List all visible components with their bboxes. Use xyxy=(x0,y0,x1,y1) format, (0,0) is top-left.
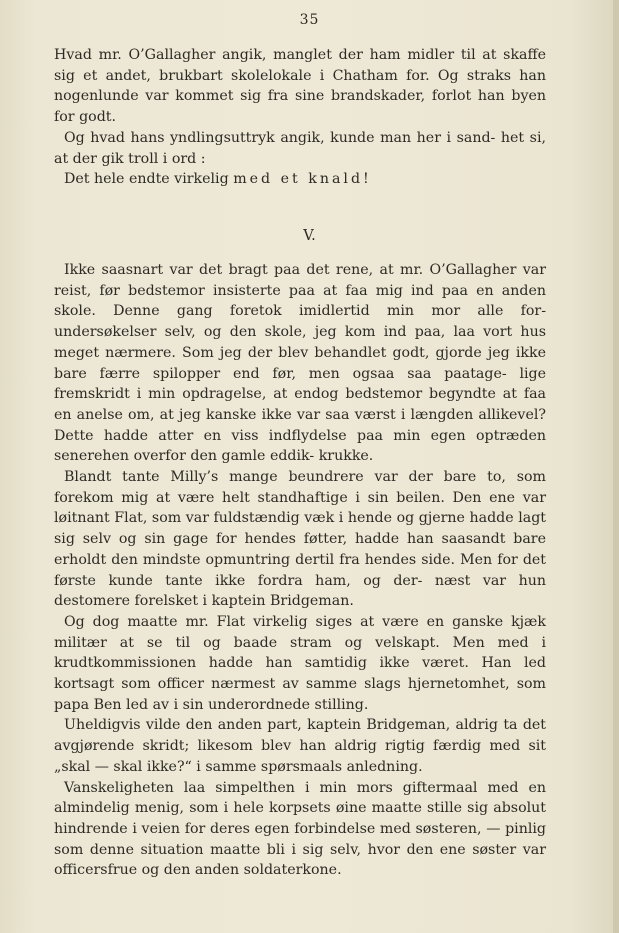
page-edge xyxy=(613,0,619,933)
chapter-body xyxy=(54,260,546,881)
paragraph: Vanskeligheten laa simpelthen i min mors giftermaal med en almindelig menig, som i hele korpsets øine maatte stille sig absolut hindrende i veien for deres egen forbindelse med søsteren, — pinlig som denne situation maatte bli i sig selv, hvor den ene søster var officersfrue og den anden soldaterkone. xyxy=(54,779,546,879)
chapter-heading: V. xyxy=(303,228,316,244)
closing-line xyxy=(54,169,546,190)
paragraph: Uheldigvis vilde den anden part, kaptein Bridgeman, aldrig ta det avgjørende skridt; likesom blev han aldrig rigtig færdig med sit „skal — skal ikke?“ i samme spørsmaals anledning. xyxy=(54,717,546,775)
closing-line-spaced-text: med et knald! xyxy=(233,171,372,188)
paragraph: Og dog maatte mr. Flat virkelig siges at være en ganske kjæk militær at se til og baade stram og velskapt. Men med i krudtkommissionen hadde han samtidig ikke været. Han led kortsagt som officer nærmest av samme slags hjernetomhet, som papa Ben led av i sin underordnede stilling. xyxy=(54,613,546,713)
paragraph: Blandt tante Milly’s mange beundrere var der bare to, som forekom mig at være helt standhaftige i sin beilen. Den ene var løitnant Flat, som var fuldstændig væk i hende og gjerne hadde lagt sig selv og sin gage for hendes føtter, hadde han saasandt bare erholdt den mindste opmuntring dertil fra hendes side. Men for det første kunde tante ikke fordra ham, og der- næst var hun destomere forelsket i kaptein Bridgeman. xyxy=(54,469,546,610)
paragraph: Hvad mr. O’Gallagher angik, manglet der ham midler til at skaffe sig et andet, brukbart skolelokale i Chatham for. Og straks han nogenlunde var kommet sig fra sine brandskader, forlot han byen for godt. xyxy=(54,47,546,126)
page-number: 35 xyxy=(299,12,320,28)
paragraph: Og hvad hans yndlingsuttryk angik, kunde man her i sand- het si, at der gik troll i ord : xyxy=(54,129,546,167)
top-section xyxy=(54,45,546,190)
closing-line-text: Det hele endte virkelig xyxy=(64,171,234,188)
paragraph: Ikke saasnart var det bragt paa det rene, at mr. O’Gallagher var reist, før bedstemor insisterte paa at faa mig ind paa en anden skole. Denne gang foretok imidlertid min mor alle for- undersøkelser selv, og den skole, jeg kom ind paa, laa vort hus meget nærmere. Som jeg der blev behandlet godt, gjorde jeg ikke bare færre spilopper end før, men ogsaa saa paatage- lige fremskridt i min opdragelse, at endog bedstemor begyndte at faa en anelse om, at jeg kanske ikke var saa værst i længden allikevel? Dette hadde atter en viss indflydelse paa min egen optræden senerehen overfor den gamle eddik- krukke. xyxy=(54,262,546,465)
